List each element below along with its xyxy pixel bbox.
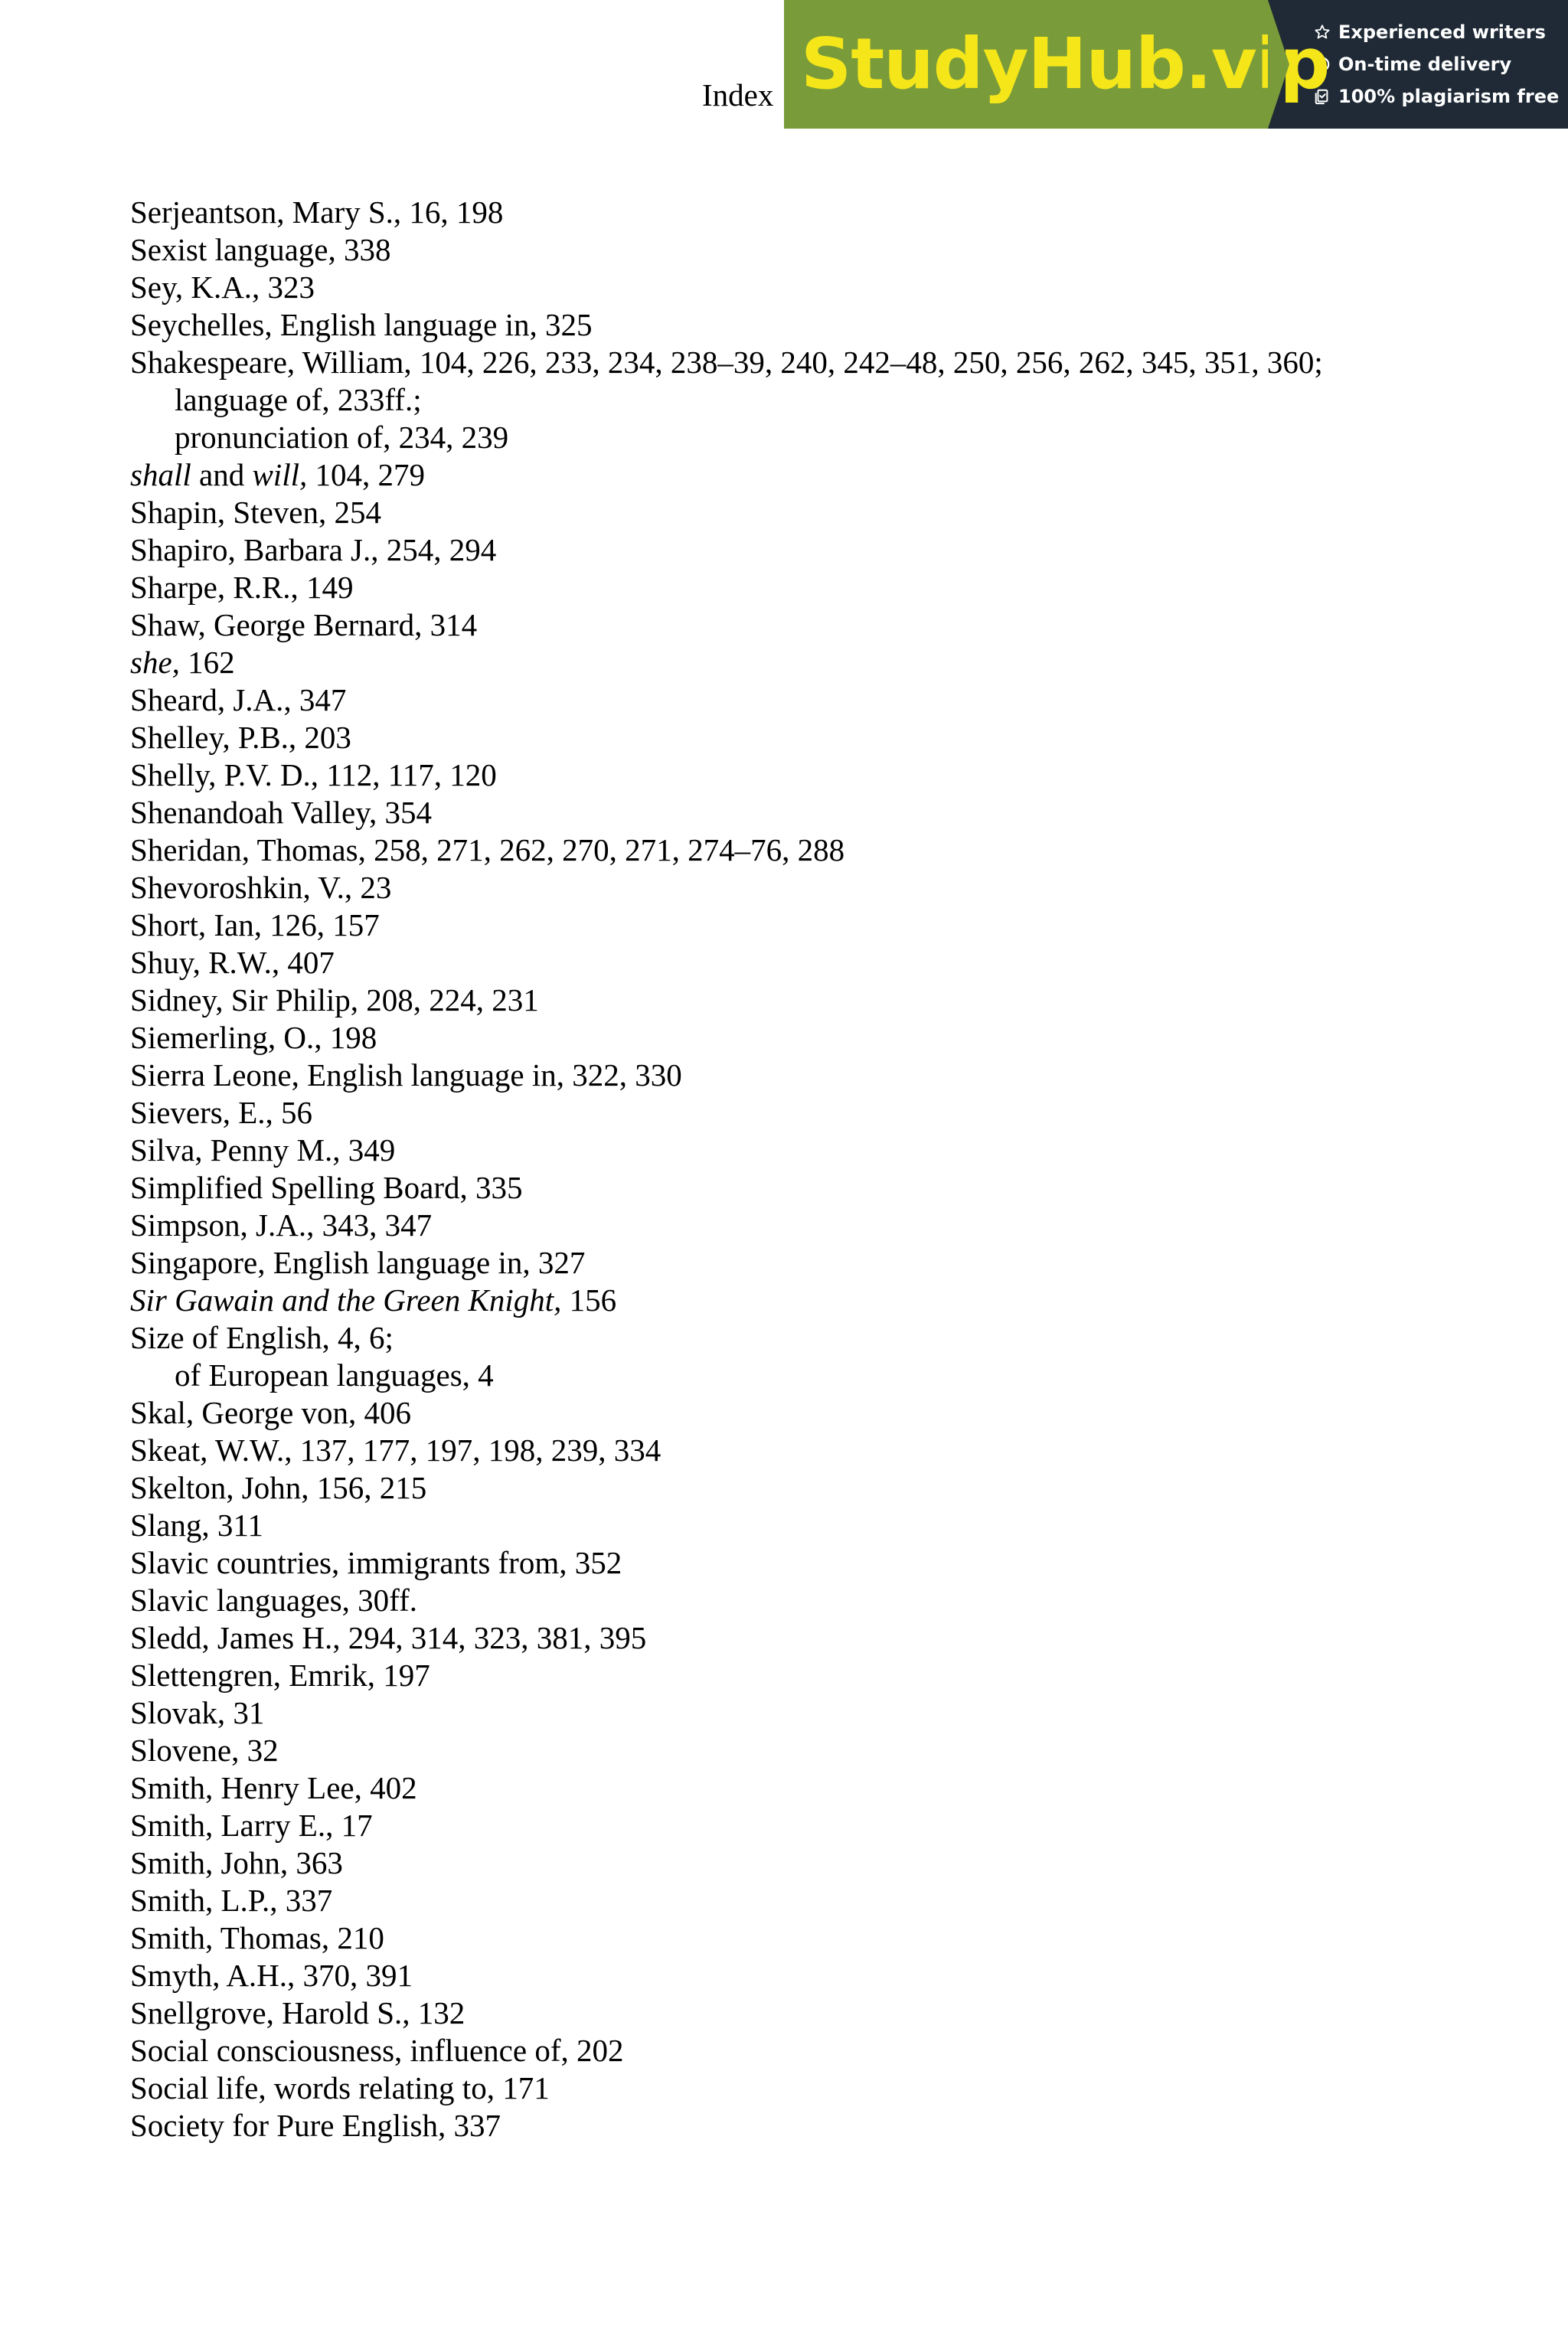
index-entry-term: shall	[130, 457, 191, 492]
index-entry: Siemerling, O., 198	[130, 1020, 377, 1055]
index-entry: Skelton, John, 156, 215	[130, 1470, 427, 1505]
index-entry: Seychelles, English language in, 325	[130, 307, 593, 342]
studyhub-banner[interactable]	[784, 0, 1568, 129]
index-entry: Serjeantson, Mary S., 16, 198	[130, 194, 504, 230]
index-entry: Sheard, J.A., 347	[130, 682, 347, 717]
index-entry: Slavic countries, immigrants from, 352	[130, 1545, 622, 1580]
index-entry: Sey, K.A., 323	[130, 270, 315, 305]
index-entry: Shaw, George Bernard, 314	[130, 607, 478, 642]
index-entry: Sievers, E., 56	[130, 1095, 312, 1130]
index-entry: Shelly, P.V. D., 112, 117, 120	[130, 757, 497, 792]
index-entry: Silva, Penny M., 349	[130, 1132, 396, 1168]
index-entry: Shakespeare, William, 104, 226, 233, 234, 238–39, 240, 242–48, 250, 256, 262, 345, 351, 360;	[130, 345, 1323, 380]
index-entry: Simpson, J.A., 343, 347	[130, 1207, 433, 1243]
index-entry: Simplified Spelling Board, 335	[130, 1170, 523, 1205]
index-entry-term: she,	[130, 645, 180, 680]
feature-on-time-delivery	[1312, 48, 1568, 80]
feature-label: 100% plagiarism free	[1338, 86, 1560, 107]
index-entry: Smyth, A.H., 370, 391	[130, 1958, 413, 1993]
index-entry-text: and	[191, 457, 253, 492]
index-entry-term: will,	[252, 457, 308, 492]
index-entry: Sharpe, R.R., 149	[130, 570, 354, 605]
index-entry	[130, 1282, 1539, 1319]
index-entry-list	[130, 194, 1539, 2145]
index-entry: Slettengren, Emrik, 197	[130, 1658, 430, 1693]
index-entry: Short, Ian, 126, 157	[130, 907, 380, 942]
index-entry: Sierra Leone, English language in, 322, 330	[130, 1057, 682, 1093]
index-entry: Shuy, R.W., 407	[130, 945, 335, 980]
index-entry: Shenandoah Valley, 354	[130, 795, 432, 830]
index-entry: Sheridan, Thomas, 258, 271, 262, 270, 271, 274–76, 288	[130, 832, 845, 867]
index-entry: Shelley, P.B., 203	[130, 720, 351, 755]
index-entry-pages: 162	[179, 645, 235, 680]
index-entry-pages: 156	[561, 1282, 617, 1318]
index-subentry: language of, 233ff.;	[175, 382, 422, 417]
index-entry-pages: 104, 279	[307, 457, 425, 492]
feature-label: On-time delivery	[1338, 54, 1512, 75]
feature-experienced-writers	[1312, 16, 1568, 48]
index-subentry: pronunciation of, 234, 239	[175, 420, 509, 455]
index-entry: Shapin, Steven, 254	[130, 495, 381, 530]
banner-logo-area[interactable]	[784, 0, 1330, 129]
index-entry: Skal, George von, 406	[130, 1395, 412, 1430]
index-entry	[130, 644, 1539, 681]
index-entry: Social consciousness, influence of, 202	[130, 2033, 624, 2068]
feature-plagiarism-free	[1312, 80, 1568, 113]
index-entry: Singapore, English language in, 327	[130, 1245, 586, 1280]
index-entry: Skeat, W.W., 137, 177, 197, 198, 239, 334	[130, 1432, 662, 1468]
feature-label: Experienced writers	[1338, 21, 1546, 43]
index-entry: Slang, 311	[130, 1508, 263, 1543]
index-entry: Shapiro, Barbara J., 254, 294	[130, 532, 497, 567]
studyhub-logo[interactable]: StudyHub.vip	[801, 23, 1330, 105]
index-entry: Shevoroshkin, V., 23	[130, 870, 392, 905]
index-subentry: of European languages, 4	[175, 1357, 494, 1393]
index-entry: Smith, L.P., 337	[130, 1883, 333, 1918]
index-entry: Smith, Larry E., 17	[130, 1808, 373, 1843]
index-entry: Sidney, Sir Philip, 208, 224, 231	[130, 982, 539, 1018]
index-entry: Sledd, James H., 294, 314, 323, 381, 395	[130, 1620, 647, 1655]
index-entry: Social life, words relating to, 171	[130, 2070, 550, 2105]
index-entry: Snellgrove, Harold S., 132	[130, 1995, 466, 2030]
index-entry: Smith, John, 363	[130, 1845, 343, 1880]
page-header-title: Index	[702, 77, 774, 113]
index-entry: Smith, Thomas, 210	[130, 1920, 384, 1955]
index-entry: Society for Pure English, 337	[130, 2108, 501, 2143]
index-entry: Sexist language, 338	[130, 232, 391, 267]
index-entry: Slovak, 31	[130, 1695, 265, 1730]
index-entry: Size of English, 4, 6;	[130, 1320, 394, 1355]
index-entry: Smith, Henry Lee, 402	[130, 1770, 417, 1805]
index-entry: Slavic languages, 30ff.	[130, 1583, 417, 1618]
index-entry: Slovene, 32	[130, 1733, 279, 1768]
index-entry-title: Sir Gawain and the Green Knight,	[130, 1282, 562, 1318]
index-entry	[130, 456, 1539, 494]
